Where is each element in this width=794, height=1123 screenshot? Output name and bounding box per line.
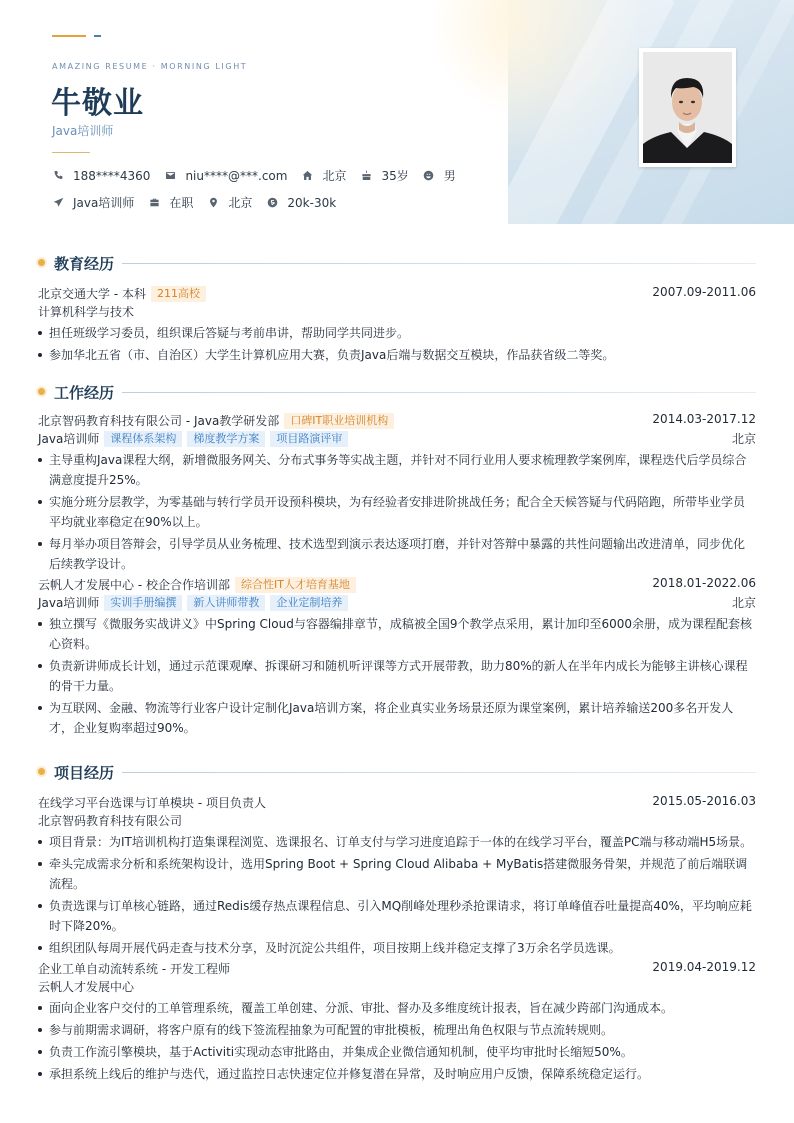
resume-tagline: AMAZING RESUME · MORNING LIGHT [52, 62, 248, 71]
list-item: 承担系统上线后的维护与迭代，通过监控日志快速定位并修复潜在异常，及时响应用户反馈，保障系统稳定运行。 [38, 1064, 756, 1084]
location-pin-icon [207, 197, 219, 209]
company-tag: 口碑IT职业培训机构 [284, 413, 394, 429]
list-item: 为互联网、金融、物流等行业客户设计定制化Java培训方案，将企业真实业务场景还原为课堂案例，累计培养输送200多名开发人才，企业复购率超过90%。 [38, 698, 756, 738]
school-tag: 211高校 [151, 286, 206, 302]
list-item: 负责新讲师成长计划，通过示范课观摩、拆课研习和随机听评课等方式开展带教，助力80%的新人在半年内成长为能够主讲核心课程的骨干力量。 [38, 656, 756, 696]
company-name: 云帆人才发展中心 - 校企合作培训部 [38, 578, 230, 592]
profile-photo [639, 48, 736, 167]
projects-title: 项目经历 [54, 764, 115, 782]
list-item: 担任班级学习委员，组织课后答疑与考前串讲，帮助同学共同进步。 [38, 323, 756, 343]
skill-tag: 梯度教学方案 [187, 431, 265, 447]
project-name: 企业工单自动流转系统 - 开发工程师 [38, 962, 230, 976]
info-target-city: 北京 [207, 194, 252, 211]
education-entry-header [38, 285, 756, 303]
list-item: 主导重构Java课程大纲，新增微服务网关、分布式事务等实战主题，并针对不同行业用人要求梳理教学案例库，课程迭代后学员综合满意度提升25%。 [38, 450, 756, 490]
education-date: 2007.09-2011.06 [652, 285, 756, 299]
company-name: 北京智码教育科技有限公司 - Java教学研发部 [38, 414, 280, 428]
list-item: 独立撰写《微服务实战讲义》中Spring Cloud与容器编排章节，成稿被全国9个教学点采用，累计加印至6000余册，成为课程配套核心资料。 [38, 614, 756, 654]
work-city: 北京 [731, 432, 756, 446]
info-target-role: Java培训师 [52, 194, 134, 211]
gender-icon [423, 170, 435, 182]
work-title: 工作经历 [54, 384, 115, 402]
info-status: 在职 [148, 194, 193, 211]
cake-icon [360, 170, 372, 182]
home-icon [301, 170, 313, 182]
project-bullets [38, 998, 756, 1084]
work-date: 2018.01-2022.06 [652, 576, 756, 590]
mail-icon [164, 170, 176, 182]
project-org-row [38, 978, 756, 996]
project-entry-header [38, 960, 756, 978]
list-item: 参与前期需求调研，将客户原有的线下签流程抽象为可配置的审批模板，梳理出角色权限与节点流转规则。 [38, 1020, 756, 1040]
section-rule [122, 263, 756, 264]
phone-icon [52, 170, 64, 182]
company-tag: 综合性IT人才培育基地 [235, 577, 356, 593]
section-rule [122, 772, 756, 773]
education-bullets [38, 323, 756, 365]
work-city: 北京 [731, 596, 756, 610]
work-date: 2014.03-2017.12 [652, 412, 756, 426]
project-name: 在线学习平台选课与订单模块 - 项目负责人 [38, 796, 266, 810]
info-gender: 男 [423, 167, 456, 184]
project-org-row [38, 812, 756, 830]
position-title: Java培训师 [38, 596, 100, 610]
school-name: 北京交通大学 - 本科 [38, 287, 146, 301]
skill-tag: 项目路演评审 [270, 431, 348, 447]
skill-tag: 实训手册编撰 [104, 595, 182, 611]
work-position-row [38, 430, 756, 448]
list-item: 组织团队每周开展代码走查与技术分享，及时沉淀公共组件，项目按期上线并稳定支撑了3万余名学员选课。 [38, 938, 756, 958]
role-divider [52, 152, 90, 153]
education-section [38, 253, 756, 367]
project-date: 2019.04-2019.12 [652, 960, 756, 974]
list-item: 每月举办项目答辩会，引导学员从业务梳理、技术选型到演示表达逐项打磨，并针对答辩中暴露的共性问题输出改进清单，同步优化后续教学设计。 [38, 534, 756, 574]
section-dot [38, 768, 45, 775]
list-item: 实施分班分层教学，为零基础与转行学员开设预科模块，为有经验者安排进阶挑战任务；配合全天候答疑与代码陪跑，所带毕业学员平均就业率稳定在90%以上。 [38, 492, 756, 532]
work-entry-header [38, 576, 756, 594]
work-header [38, 382, 756, 402]
list-item: 项目背景：为IT培训机构打造集课程浏览、选课报名、订单支付与学习进度追踪于一体的在线学习平台，覆盖PC端与移动端H5场景。 [38, 832, 756, 852]
work-entry-header [38, 412, 756, 430]
list-item: 面向企业客户交付的工单管理系统，覆盖工单创建、分派、审批、督办及多维度统计报表，旨在减少跨部门沟通成本。 [38, 998, 756, 1018]
project-date: 2015.05-2016.03 [652, 794, 756, 808]
salary-coin-icon [266, 197, 278, 209]
position-title: Java培训师 [38, 432, 100, 446]
project-org: 北京智码教育科技有限公司 [38, 814, 183, 828]
skill-tag: 课程体系架构 [104, 431, 182, 447]
skill-tag: 新人讲师带教 [187, 595, 265, 611]
portrait-image [643, 52, 732, 163]
education-title: 教育经历 [54, 255, 115, 273]
briefcase-icon [148, 197, 160, 209]
education-header [38, 253, 756, 273]
info-email: niu****@***.com [164, 169, 287, 183]
major: 计算机科学与技术 [38, 305, 135, 319]
info-salary: 20k-30k [266, 196, 336, 210]
list-item: 牵头完成需求分析和系统架构设计，选用Spring Boot + Spring Cloud Alibaba + MyBatis搭建微服务骨架，并规范了前后端联调流程。 [38, 854, 756, 894]
section-dot [38, 388, 45, 395]
work-section [38, 382, 756, 740]
work-bullets [38, 450, 756, 574]
candidate-role: Java培训师 [52, 124, 114, 138]
section-dot [38, 259, 45, 266]
project-bullets [38, 832, 756, 958]
projects-header [38, 762, 756, 782]
project-org: 云帆人才发展中心 [38, 980, 135, 994]
skill-tag: 企业定制培养 [270, 595, 348, 611]
send-icon [52, 197, 64, 209]
list-item: 负责选课与订单核心链路，通过Redis缓存热点课程信息、引入MQ削峰处理秒杀抢课请求，将订单峰值吞吐量提高40%，平均响应耗时下降20%。 [38, 896, 756, 936]
work-bullets [38, 614, 756, 738]
projects-section [38, 762, 756, 1086]
work-position-row [38, 594, 756, 612]
info-city: 北京 [301, 167, 346, 184]
project-entry-header [38, 794, 756, 812]
education-major-row [38, 303, 756, 321]
list-item: 参加华北五省（市、自治区）大学生计算机应用大赛，负责Java后端与数据交互模块，作品获省级二等奖。 [38, 345, 756, 365]
contact-info-row [52, 167, 470, 184]
info-age: 35岁 [360, 167, 408, 184]
list-item: 负责工作流引擎模块，基于Activiti实现动态审批路由，并集成企业微信通知机制，使平均审批时长缩短50%。 [38, 1042, 756, 1062]
info-phone: 188****4360 [52, 169, 150, 183]
section-rule [122, 392, 756, 393]
job-intent-row [52, 194, 350, 211]
candidate-name: 牛敬业 [51, 86, 144, 121]
